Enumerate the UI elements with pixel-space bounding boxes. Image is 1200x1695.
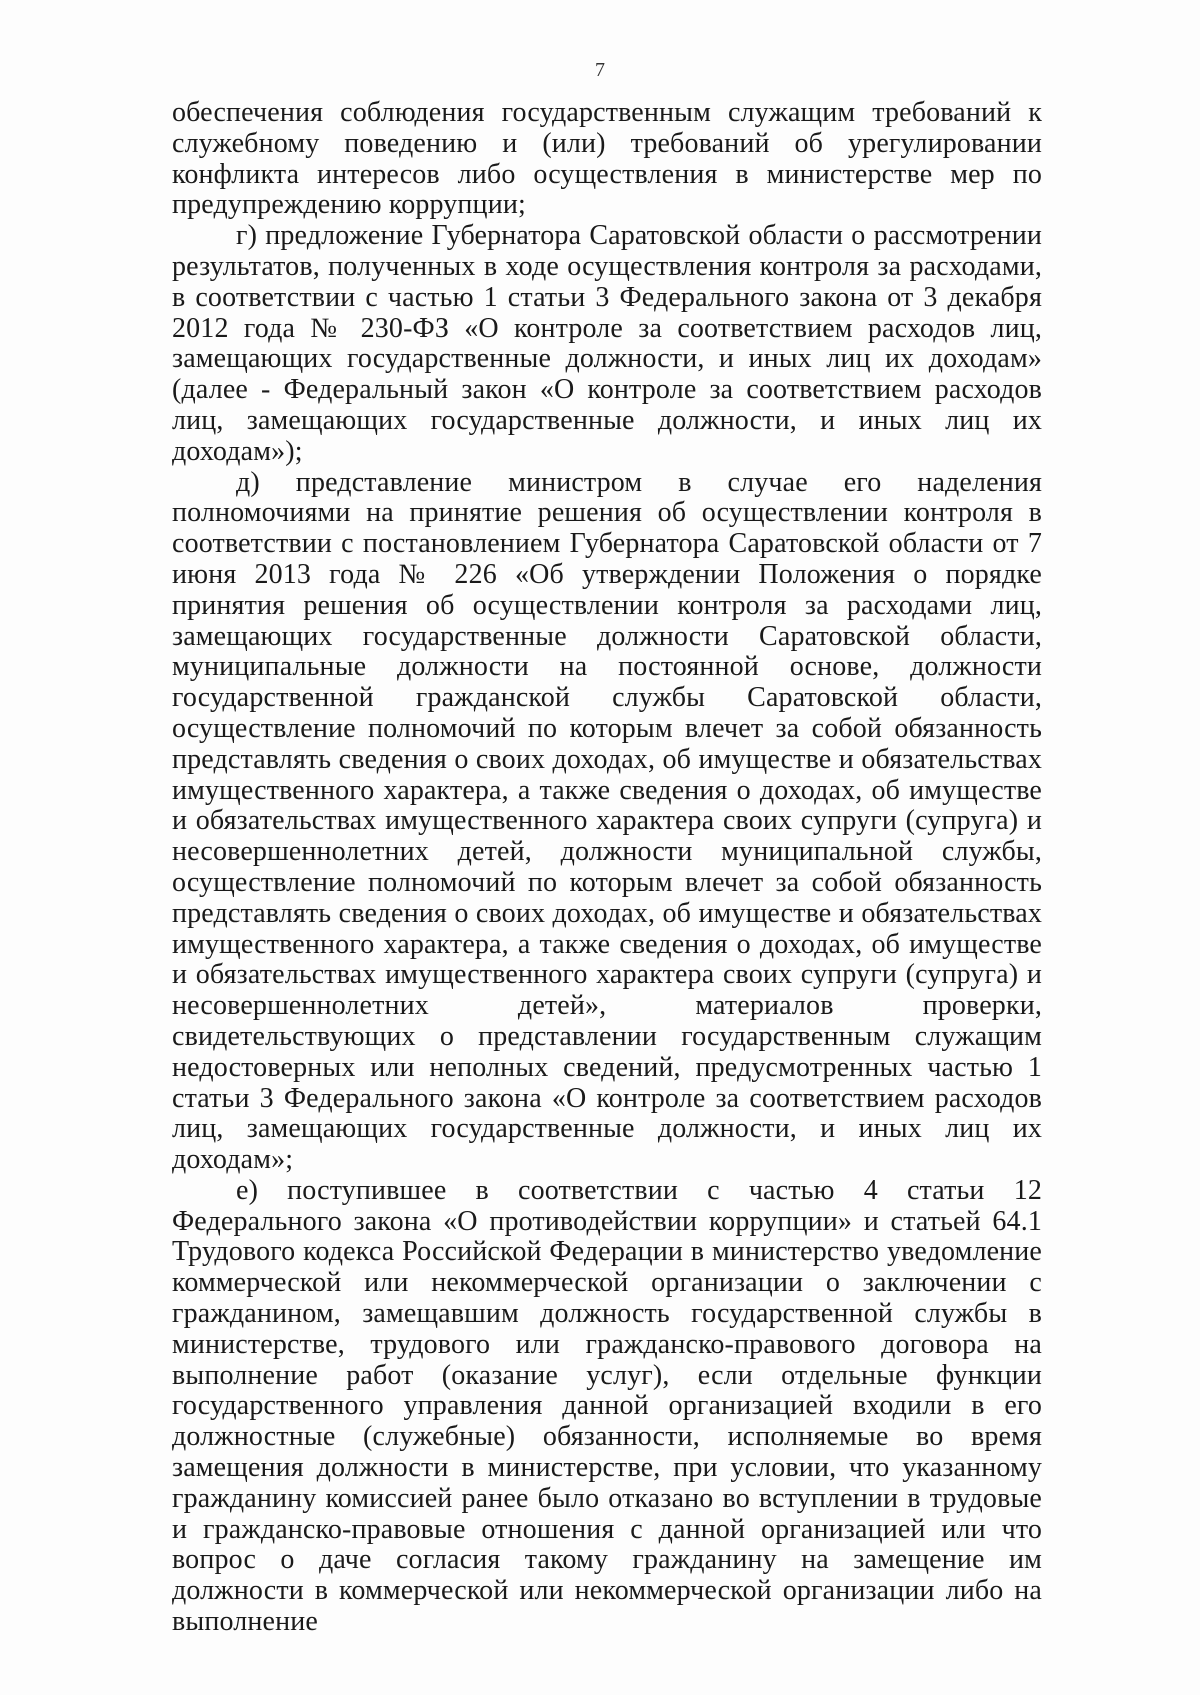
paragraph-item-e: е) поступившее в соответствии с частью 4 статьи 12 Федерального закона «О противодействии коррупции» и статьей 64.1 Трудового кодекса Российской Федерации в министерство уведомление коммерческой или некоммерческой организации о заключении с гражданином, замещавшим должность государственной службы в министерстве, трудового или гражданско-правового договора на выполнение работ (оказание услуг), если отдельные функции государственного управления данной организацией входили в его должностные (служебные) обязанности, исполняемые во время замещения должности в министерстве, при условии, что указанному гражданину комиссией ранее было отказано во вступлении в трудовые и гражданско-правовые отношения с данной организацией или что вопрос о даче согласия такому гражданину на замещение им должности в коммерческой или некоммерческой организации либо на выполнение [172,1174,1042,1638]
page-number: 7 [595,59,605,81]
paragraph-continuation: обеспечения соблюдения государственным служащим требований к служебному поведению и (или) требований об урегулировании конфликта интересов либо осуществления в министерстве мер по предупреждению коррупции; [172,97,1042,221]
paragraph-item-d: д) представление министром в случае его наделения полномочиями на принятие решения об осуществлении контроля в соответствии с постановлением Губернатора Саратовской области от 7 июня 2013 года № 226 «Об утверждении Положения о порядке принятия решения об осуществлении контроля за расходами лиц, замещающих государственные должности Саратовской области, муниципальные должности на постоянной основе, должности государственной гражданской службы Саратовской области, осуществление полномочий по которым влечет за собой обязанность представлять сведения о своих доходах, об имуществе и обязательствах имущественного характера, а также сведения о доходах, об имуществе и обязательствах имущественного характера своих супруги (супруга) и несовершеннолетних детей, должности муниципальной службы, осуществление полномочий по которым влечет за собой обязанность представлять сведения о своих доходах, об имуществе и обязательствах имущественного характера, а также сведения о доходах, об имуществе и обязательствах имущественного характера своих супруги (супруга) и несовершеннолетних детей», материалов проверки, свидетельствующих о представлении государственным служащим недостоверных или неполных сведений, предусмотренных частью 1 статьи 3 Федерального закона «О контроле за соответствием расходов лиц, замещающих государственные должности, и иных лиц их доходам»; [172,466,1042,1176]
document-body [172,98,1042,1638]
paragraph-item-g: г) предложение Губернатора Саратовской области о рассмотрении результатов, полученных в ходе осуществления контроля за расходами, в соответствии с частью 1 статьи 3 Федерального закона от 3 декабря 2012 года № 230-ФЗ «О контроле за соответствием расходов лиц, замещающих государственные должности, и иных лиц их доходам» (далее - Федеральный закон «О контроле за соответствием расходов лиц, замещающих государственные должности, и иных лиц их доходам»); [172,220,1042,467]
